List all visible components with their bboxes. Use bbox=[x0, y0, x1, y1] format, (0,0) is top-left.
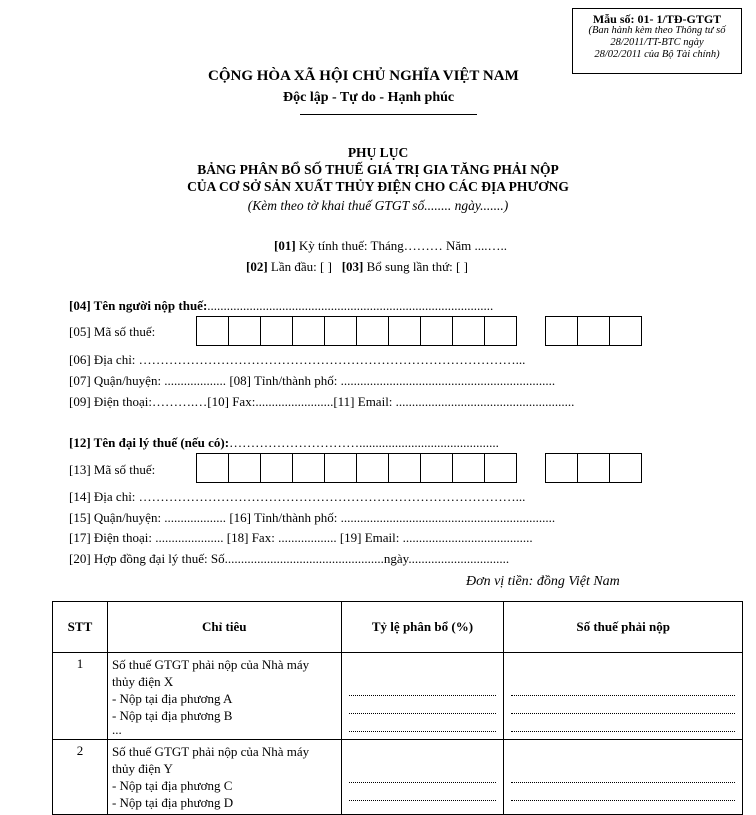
field-01-value[interactable]: Kỳ tính thuế: Tháng……… Năm ....….. bbox=[298, 238, 508, 253]
tax-code-cell[interactable] bbox=[356, 453, 389, 483]
field-04-row bbox=[69, 298, 493, 314]
period-row bbox=[274, 238, 507, 254]
field-06[interactable]: [06] Địa chỉ: ……………………………………………………………………………... bbox=[69, 352, 526, 367]
ratio-input-line[interactable] bbox=[349, 718, 497, 732]
tax-code-cell[interactable] bbox=[292, 453, 325, 483]
field-14[interactable]: [14] Địa chỉ: ……………………………………………………………………………... bbox=[69, 489, 526, 504]
field-19[interactable]: [19] Email: ........................................ bbox=[339, 530, 533, 545]
form-note-2: 28/2011/TT-BTC ngày bbox=[610, 37, 704, 48]
row-line: - Nộp tại địa phương A bbox=[111, 691, 233, 706]
tax-code-cell[interactable] bbox=[484, 453, 517, 483]
motto: Độc lập - Tự do - Hạnh phúc bbox=[283, 90, 455, 105]
field-12-label: [12] Tên đại lý thuế (nếu có): bbox=[69, 435, 230, 450]
ratio-input-line[interactable] bbox=[349, 682, 497, 696]
row-stt: 2 bbox=[53, 740, 108, 815]
filing-row bbox=[246, 259, 468, 275]
ratio-input-line[interactable] bbox=[349, 700, 497, 714]
field-15-16-row bbox=[69, 510, 555, 526]
tax-code-cell[interactable] bbox=[228, 316, 261, 346]
tax-code-cell[interactable] bbox=[388, 316, 421, 346]
form-code: Mẫu số: 01- 1/TĐ-GTGT bbox=[592, 12, 722, 26]
appendix-title: PHỤ LỤC bbox=[347, 145, 409, 160]
tax-code-grid-suffix[interactable] bbox=[546, 316, 642, 346]
tax-code-cell[interactable] bbox=[292, 316, 325, 346]
row-stt: 1 bbox=[53, 653, 108, 740]
field-08[interactable]: [08] Tỉnh/thành phố: .................................................................. bbox=[229, 373, 556, 388]
agent-tax-code-grid-suffix[interactable] bbox=[546, 453, 642, 483]
form-code-box bbox=[572, 8, 742, 74]
amount-input-line[interactable] bbox=[511, 682, 735, 696]
amount-input-line[interactable] bbox=[511, 700, 735, 714]
allocation-table bbox=[52, 601, 743, 815]
row-line: Số thuế GTGT phải nộp của Nhà máy bbox=[111, 657, 310, 672]
field-04-input[interactable]: ........................................................................................ bbox=[207, 298, 494, 313]
field-03-checkbox[interactable]: Bổ sung lần thứ: [ ] bbox=[366, 259, 468, 274]
row-line: Số thuế GTGT phải nộp của Nhà máy bbox=[111, 744, 310, 759]
row-indicator bbox=[107, 653, 341, 740]
table-row bbox=[53, 653, 743, 740]
tax-code-cell[interactable] bbox=[388, 453, 421, 483]
amount-input-line[interactable] bbox=[511, 787, 735, 801]
field-13-label: [13] Mã số thuế: bbox=[69, 462, 156, 477]
row-line: - Nộp tại địa phương B bbox=[111, 708, 233, 723]
field-07[interactable]: [07] Quận/huyện: ................... bbox=[69, 373, 227, 388]
field-20[interactable]: [20] Hợp đồng đại lý thuế: Số.................................................ngày............................... bbox=[69, 551, 510, 566]
field-16[interactable]: [16] Tỉnh/thành phố: .................................................................. bbox=[229, 510, 556, 525]
amount-cell[interactable] bbox=[504, 653, 743, 740]
field-12-row bbox=[69, 435, 499, 451]
currency-unit: Đơn vị tiền: đồng Việt Nam bbox=[466, 574, 620, 589]
tax-code-cell[interactable] bbox=[260, 316, 293, 346]
field-04-label: [04] Tên người nộp thuế: bbox=[69, 298, 208, 313]
col-header-amount: Số thuế phải nộp bbox=[504, 602, 743, 653]
field-01-label: [01] bbox=[274, 238, 296, 253]
field-02-label: [02] bbox=[246, 259, 268, 274]
field-09-11-row bbox=[69, 394, 574, 410]
tax-code-cell[interactable] bbox=[609, 316, 642, 346]
tax-code-grid-main[interactable] bbox=[197, 316, 517, 346]
tax-code-cell[interactable] bbox=[545, 316, 578, 346]
tax-code-cell[interactable] bbox=[609, 453, 642, 483]
field-09[interactable]: [09] Điện thoại:……….… bbox=[69, 394, 208, 409]
field-12-input[interactable]: …………………………........................................... bbox=[229, 435, 499, 450]
row-indicator bbox=[107, 740, 341, 815]
row-line: - Nộp tại địa phương D bbox=[111, 795, 234, 810]
ratio-cell[interactable] bbox=[341, 653, 504, 740]
agent-tax-code-grid-main[interactable] bbox=[197, 453, 517, 483]
field-07-08-row bbox=[69, 373, 555, 389]
col-header-stt: STT bbox=[53, 602, 108, 653]
amount-cell[interactable] bbox=[504, 740, 743, 815]
tax-code-cell[interactable] bbox=[484, 316, 517, 346]
col-header-ratio: Tỷ lệ phân bổ (%) bbox=[341, 602, 504, 653]
row-line: ... bbox=[111, 722, 122, 737]
ratio-cell[interactable] bbox=[341, 740, 504, 815]
tax-code-cell[interactable] bbox=[196, 453, 229, 483]
field-17[interactable]: [17] Điện thoại: ..................... bbox=[69, 530, 224, 545]
tax-code-cell[interactable] bbox=[324, 453, 357, 483]
form-note-3: 28/02/2011 của Bộ Tài chính) bbox=[594, 49, 720, 60]
tax-code-cell[interactable] bbox=[324, 316, 357, 346]
ratio-input-line[interactable] bbox=[349, 787, 497, 801]
row-line: thủy điện Y bbox=[111, 761, 173, 776]
field-11[interactable]: [11] Email: ....................................................... bbox=[333, 394, 575, 409]
field-15[interactable]: [15] Quận/huyện: ................... bbox=[69, 510, 227, 525]
field-03-label: [03] bbox=[341, 259, 364, 274]
amount-input-line[interactable] bbox=[511, 718, 735, 732]
tax-code-cell[interactable] bbox=[228, 453, 261, 483]
tax-code-cell[interactable] bbox=[545, 453, 578, 483]
motto-underline bbox=[300, 114, 477, 115]
tax-code-cell[interactable] bbox=[420, 453, 453, 483]
field-05-label: [05] Mã số thuế: bbox=[69, 324, 156, 339]
row-line: thủy điện X bbox=[111, 674, 174, 689]
field-10[interactable]: [10] Fax:........................ bbox=[207, 394, 334, 409]
col-header-indicator: Chỉ tiêu bbox=[107, 602, 341, 653]
tax-code-cell[interactable] bbox=[420, 316, 453, 346]
title-subtitle: (Kèm theo tờ khai thuế GTGT số........ ngày.......) bbox=[247, 198, 509, 213]
tax-code-cell[interactable] bbox=[356, 316, 389, 346]
nation-header: CỘNG HÒA XÃ HỘI CHỦ NGHĨA VIỆT NAM bbox=[208, 68, 519, 84]
field-18[interactable]: [18] Fax: .................. bbox=[226, 530, 337, 545]
tax-code-cell[interactable] bbox=[452, 316, 485, 346]
title-line-1: BẢNG PHÂN BỔ SỐ THUẾ GIÁ TRỊ GIA TĂNG PHẢI NỘP bbox=[197, 162, 559, 177]
row-line: - Nộp tại địa phương C bbox=[111, 778, 233, 793]
tax-code-cell[interactable] bbox=[577, 316, 610, 346]
title-line-2: CỦA CƠ SỞ SẢN XUẤT THỦY ĐIỆN CHO CÁC ĐỊA PHƯƠNG bbox=[187, 179, 569, 194]
form-note-1: (Ban hành kèm theo Thông tư số bbox=[588, 25, 726, 36]
amount-input-line[interactable] bbox=[511, 769, 735, 783]
tax-code-cell[interactable] bbox=[577, 453, 610, 483]
table-header-row bbox=[53, 602, 743, 653]
field-02-checkbox[interactable]: Lần đầu: [ ] bbox=[270, 259, 332, 274]
tax-code-cell[interactable] bbox=[196, 316, 229, 346]
field-17-19-row bbox=[69, 530, 533, 546]
tax-code-cell[interactable] bbox=[452, 453, 485, 483]
ratio-input-line[interactable] bbox=[349, 769, 497, 783]
table-row bbox=[53, 740, 743, 815]
tax-code-cell[interactable] bbox=[260, 453, 293, 483]
